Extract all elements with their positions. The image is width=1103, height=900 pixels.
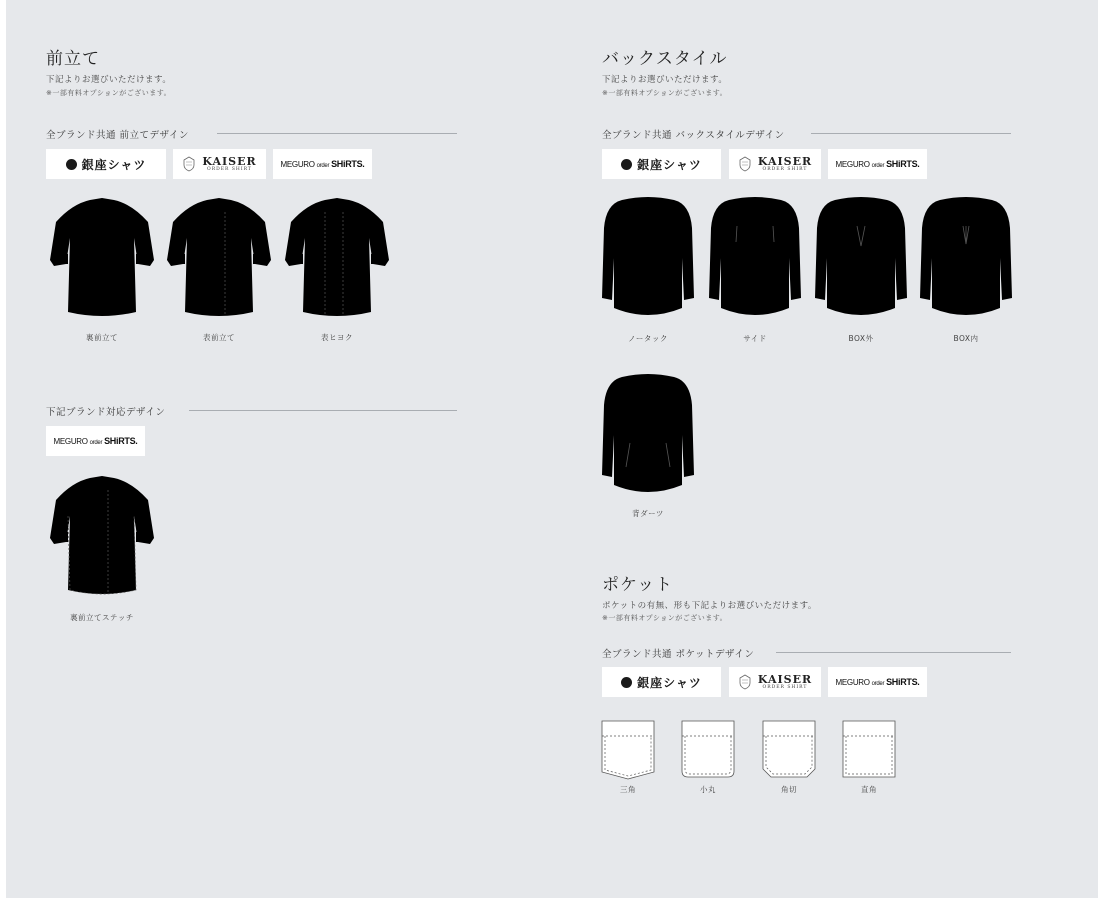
pocket-triangle-illustration: [601, 720, 655, 780]
back-item-caption: BOX内: [953, 334, 979, 343]
brand-name: KAISER: [757, 673, 813, 686]
pocket-common-heading: 全ブランド共通 ポケットデザイン: [602, 649, 755, 660]
front-brand-heading: 下記ブランド対応デザイン: [46, 407, 166, 418]
pocket-note: ※一部有料オプションがございます。: [602, 614, 728, 622]
pocket-square-illustration: [842, 720, 896, 780]
divider: [217, 133, 457, 134]
brand-name: order: [316, 163, 330, 169]
back-lead: 下記よりお選びいただけます。: [602, 75, 728, 85]
back-shirt-illustration: [604, 198, 692, 322]
back-item-caption: ノータック: [628, 334, 668, 343]
seal-icon: [621, 159, 632, 170]
back-item-caption: サイド: [743, 334, 767, 343]
brand-name: 銀座シャツ: [637, 675, 702, 690]
front-shirt-illustration: [281, 194, 393, 322]
back-shirt-illustration: [817, 198, 905, 322]
brand-name: KAISER: [757, 155, 813, 168]
back-item-caption: BOX外: [848, 334, 874, 343]
crest-icon: [738, 156, 752, 172]
brand-subtitle: ORDER SHIRT: [762, 685, 808, 690]
front-note: ※一部有料オプションがございます。: [46, 89, 172, 97]
back-note: ※一部有料オプションがございます。: [602, 89, 728, 97]
back-shirt-illustration: [922, 198, 1010, 322]
brand-name: MEGURO: [280, 160, 315, 169]
front-title: 前立て: [46, 49, 100, 69]
front-item-caption: 表ヒヨク: [321, 333, 353, 342]
seal-icon: [621, 677, 632, 688]
brand-name: SHiRTS.: [331, 159, 365, 169]
brand-subtitle: ORDER SHIRT: [762, 167, 808, 172]
brand-name: order: [871, 681, 885, 687]
brand-logo-meguro: [828, 667, 927, 697]
pocket-item-caption: 角切: [781, 785, 797, 794]
divider: [776, 652, 1011, 653]
brand-name: KAISER: [202, 155, 257, 168]
front-common-heading: 全ブランド共通 前立てデザイン: [46, 130, 189, 141]
brand-name: 銀座シャツ: [81, 157, 147, 172]
brand-logo-meguro: [828, 149, 927, 179]
pocket-item-caption: 三角: [620, 785, 636, 794]
brand-logo-meguro: [273, 149, 372, 179]
brand-name: 銀座シャツ: [637, 157, 702, 172]
brand-logo-meguro: [46, 426, 145, 456]
front-shirt-illustration: [163, 194, 275, 322]
brand-name: SHiRTS.: [886, 159, 920, 169]
front-item-caption: 表前立て: [203, 333, 235, 342]
brand-logo-kaiser: [729, 667, 821, 697]
seal-icon: [66, 159, 77, 170]
crest-icon: [182, 156, 196, 172]
brand-logo-ginza: [602, 149, 721, 179]
brand-logo-ginza: [602, 667, 721, 697]
front-item-caption: 裏前立て: [86, 333, 118, 342]
front-item-caption: 裏前立てステッチ: [70, 613, 134, 622]
back-shirt-illustration: [711, 198, 799, 322]
pocket-lead: ポケットの有無、形も下記よりお選びいただけます。: [602, 601, 817, 611]
pocket-round-illustration: [681, 720, 735, 780]
brand-subtitle: ORDER SHIRT: [207, 167, 252, 172]
back-title: バックスタイル: [602, 49, 728, 69]
divider: [811, 133, 1011, 134]
brand-name: SHiRTS.: [886, 677, 920, 687]
back-common-heading: 全ブランド共通 バックスタイルデザイン: [602, 130, 785, 141]
brand-name: order: [89, 440, 103, 446]
pocket-item-caption: 小丸: [700, 785, 716, 794]
brand-name: MEGURO: [835, 160, 870, 169]
brand-name: MEGURO: [53, 437, 88, 446]
front-lead: 下記よりお選びいただけます。: [46, 75, 172, 85]
pocket-item-caption: 直角: [861, 785, 877, 794]
brand-name: order: [871, 163, 885, 169]
pocket-title: ポケット: [602, 575, 674, 595]
brand-name: MEGURO: [835, 678, 870, 687]
brand-name: SHiRTS.: [104, 436, 138, 446]
divider: [189, 410, 457, 411]
brand-logo-kaiser: [729, 149, 821, 179]
brand-logo-ginza: [46, 149, 166, 179]
front-shirt-illustration: [46, 194, 158, 322]
pocket-cut-corner-illustration: [762, 720, 816, 780]
crest-icon: [738, 674, 752, 690]
back-shirt-illustration: [604, 375, 692, 499]
back-item-caption: 背ダーツ: [632, 509, 664, 518]
brand-logo-kaiser: [173, 149, 266, 179]
front-shirt-illustration: [46, 472, 158, 600]
